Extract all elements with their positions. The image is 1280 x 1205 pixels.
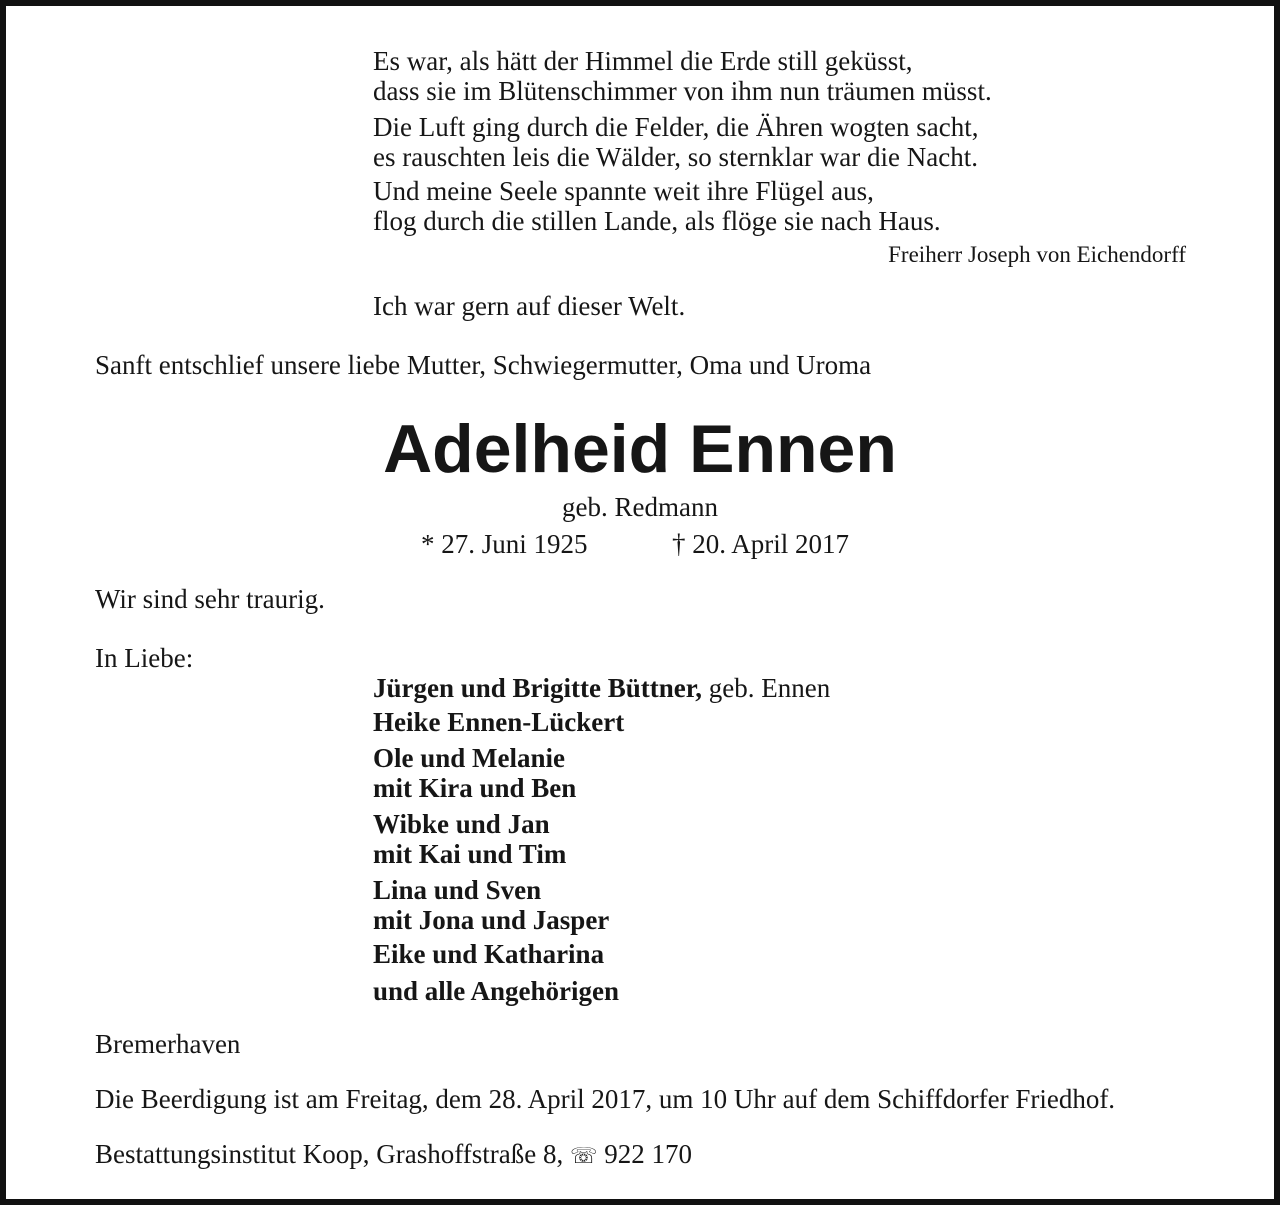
poem-line: Es war, als hätt der Himmel die Erde still geküsst,: [373, 46, 913, 76]
undertaker-info: [95, 1139, 692, 1171]
deceased-name: Adelheid Ennen: [383, 411, 897, 487]
family-line: Heike Ennen-Lückert: [373, 707, 625, 737]
family-line: mit Jona und Jasper: [373, 905, 610, 935]
death-date: † 20. April 2017: [672, 529, 850, 559]
family-line: [373, 673, 830, 703]
poem-line: Die Luft ging durch die Felder, die Ähren wogten sacht,: [373, 112, 979, 142]
motto: Ich war gern auf dieser Welt.: [373, 291, 686, 321]
poem-line: flog durch die stillen Lande, als flöge sie nach Haus.: [373, 206, 941, 236]
maiden-name: geb. Redmann: [562, 492, 718, 522]
poem-line: es rauschten leis die Wälder, so sternklar war die Nacht.: [373, 142, 978, 172]
family-line: Eike und Katharina: [373, 939, 605, 969]
family-line: und alle Angehörigen: [373, 976, 620, 1006]
family-line: Wibke und Jan: [373, 809, 550, 839]
sentiment: Wir sind sehr traurig.: [95, 584, 325, 614]
place: Bremerhaven: [95, 1029, 241, 1059]
family-name-bold: Jürgen und Brigitte Büttner,: [373, 673, 703, 703]
family-name-suffix: geb. Ennen: [702, 673, 831, 703]
phone-number: 922 170: [604, 1139, 692, 1169]
in-love-label: In Liebe:: [95, 643, 194, 673]
birth-date: * 27. Juni 1925: [421, 529, 588, 559]
family-line: Ole und Melanie: [373, 743, 566, 773]
undertaker-text: Bestattungsinstitut Koop, Grashoffstraße 8,: [95, 1139, 570, 1169]
family-line: mit Kai und Tim: [373, 839, 567, 869]
poem-author: Freiherr Joseph von Eichendorff: [888, 242, 1186, 267]
poem-line: dass sie im Blütenschimmer von ihm nun träumen müsst.: [373, 76, 992, 106]
family-line: mit Kira und Ben: [373, 773, 577, 803]
poem-line: Und meine Seele spannte weit ihre Flügel aus,: [373, 176, 874, 206]
funeral-info: Die Beerdigung ist am Freitag, dem 28. April 2017, um 10 Uhr auf dem Schiffdorfer Friedhof.: [95, 1084, 1116, 1114]
family-line: Lina und Sven: [373, 875, 542, 905]
telephone-icon: ☏: [569, 1143, 598, 1168]
intro-text: Sanft entschlief unsere liebe Mutter, Schwiegermutter, Oma und Uroma: [95, 350, 872, 380]
